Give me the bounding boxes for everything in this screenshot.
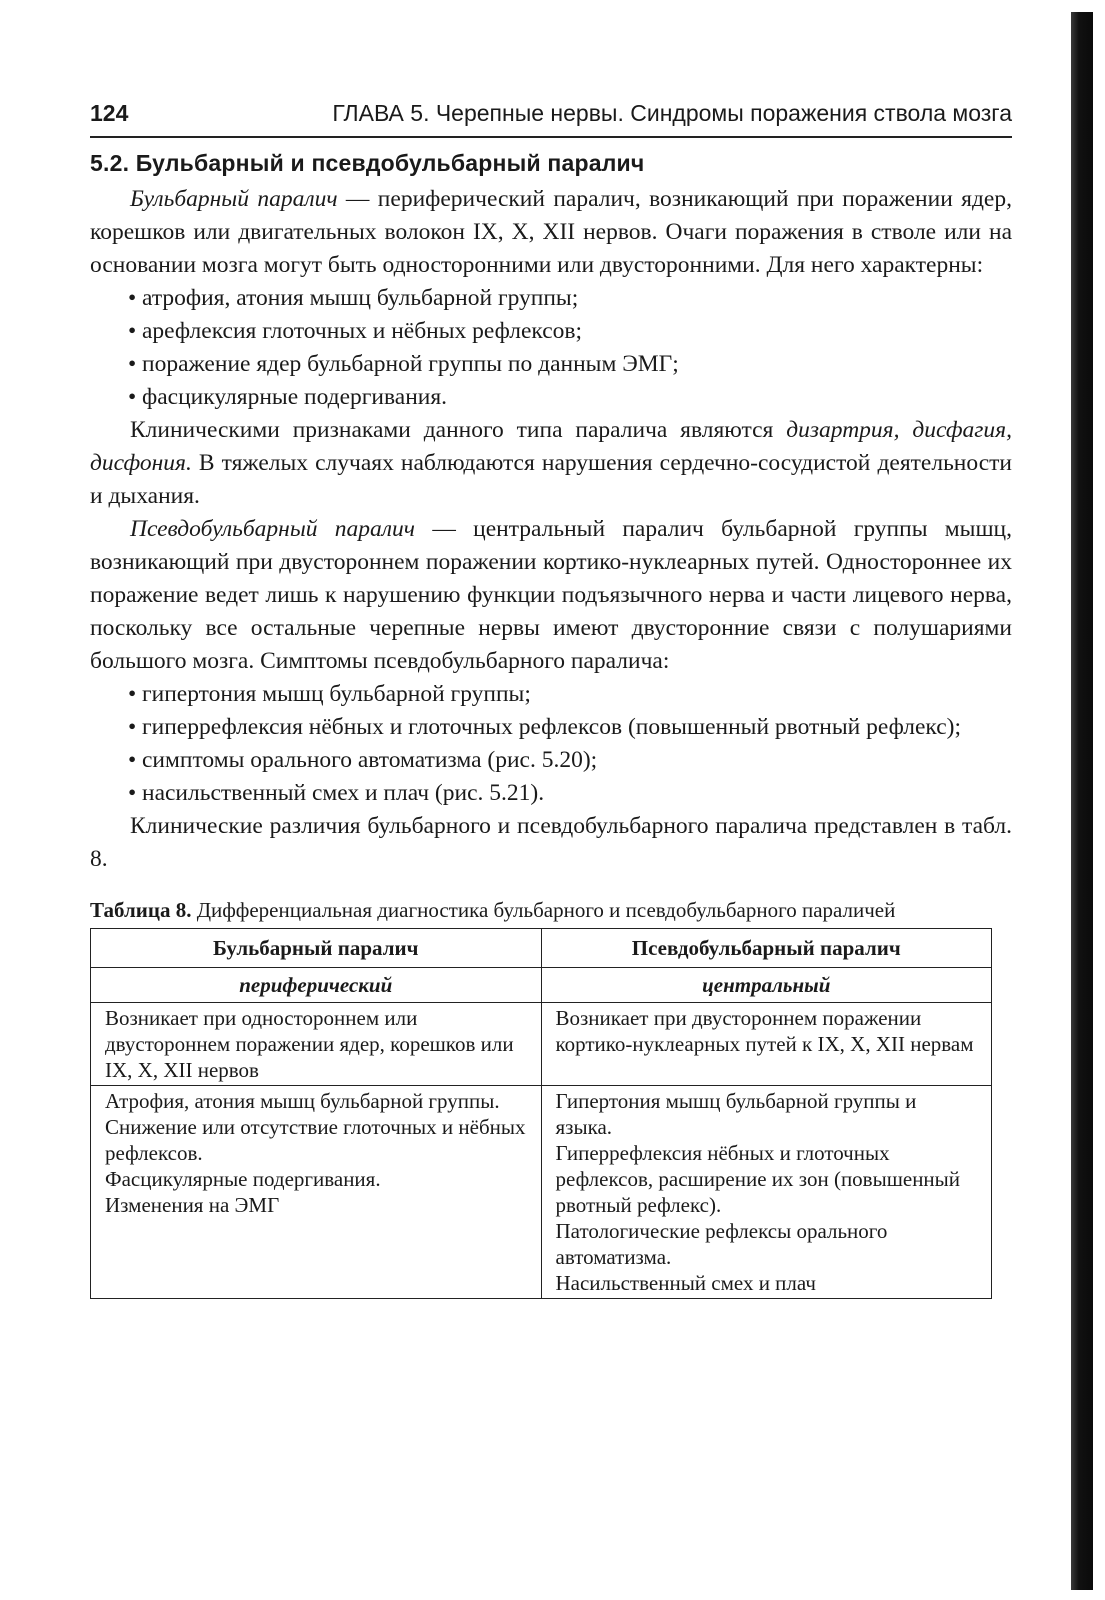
running-head xyxy=(90,100,1012,138)
cell-line: Возникает при одностороннем или двустороннем поражении ядер, корешков или IX, X, XII нервов xyxy=(105,1006,514,1082)
bulbar-definition xyxy=(90,183,1012,282)
table-caption xyxy=(90,896,1012,924)
list-item: • арефлексия глоточных и нёбных рефлексов; xyxy=(128,315,1012,348)
list-item: • насильственный смех и плач (рис. 5.21). xyxy=(128,777,1012,810)
section-title: 5.2. Бульбарный и псевдобульбарный паралич xyxy=(90,150,645,176)
bulbar-clinical-paragraph xyxy=(90,414,1012,513)
table-subheader-peripheral: периферический xyxy=(91,968,542,1003)
pseudobulbar-definition-text: — центральный паралич бульбарной группы мышц, возникающий при двустороннем поражении кортико-нуклеарных путей. Одностороннее их поражение ведет лишь к нарушению функции подъязычного нерва и части лицевого нерва, поскольку все остальные черепные нервы имеют двусторонние связи с полушариями большого мозга. Симптомы псевдобульбарного паралича: xyxy=(90,516,1013,674)
table-header-pseudobulbar: Псевдобульбарный паралич xyxy=(541,929,992,968)
table-caption-label: Таблица 8. xyxy=(90,898,192,922)
list-item: • симптомы орального автоматизма (рис. 5.20); xyxy=(128,744,1012,777)
list-item: • фасцикулярные подергивания. xyxy=(128,381,1012,414)
differential-table xyxy=(90,928,992,1299)
list-item: • гиперрефлексия нёбных и глоточных рефлексов (повышенный рвотный рефлекс); xyxy=(128,711,1012,744)
table-cell xyxy=(91,1086,542,1299)
table-subheader-central: центральный xyxy=(541,968,992,1003)
clinical-intro: Клиническими признаками данного типа паралича являются xyxy=(130,417,787,443)
bulbar-signs-list xyxy=(90,282,1012,414)
list-item: • атрофия, атония мышц бульбарной группы; xyxy=(128,282,1012,315)
cell-line: Фасцикулярные подергивания. xyxy=(105,1167,381,1191)
page-edge-shadow xyxy=(1071,12,1093,1590)
bulbar-term: Бульбарный паралич xyxy=(130,186,338,212)
page-number: 124 xyxy=(90,100,129,126)
clinical-terms: дизартрия, дисфагия, дисфония. xyxy=(90,417,1012,476)
table-cell xyxy=(541,1003,992,1086)
cell-line: Снижение или отсутствие глоточных и нёбных рефлексов. xyxy=(105,1115,526,1165)
table-row xyxy=(91,1003,992,1086)
table-caption-text: Дифференциальная диагностика бульбарного и псевдобульбарного параличей xyxy=(191,898,896,922)
table-cell xyxy=(91,1003,542,1086)
table-header-bulbar: Бульбарный паралич xyxy=(91,929,542,968)
clinical-rest: В тяжелых случаях наблюдаются нарушения сердечно-сосудистой деятельности и дыхания. xyxy=(90,450,1012,509)
cell-line: Атрофия, атония мышц бульбарной группы. xyxy=(105,1089,500,1113)
cell-line: Возникает при двустороннем поражении кортико-нуклеарных путей к IX, X, XII нервам xyxy=(555,1006,974,1056)
list-item: • поражение ядер бульбарной группы по данным ЭМГ; xyxy=(128,348,1012,381)
table-subheader-row xyxy=(91,968,992,1003)
table-cell xyxy=(541,1086,992,1299)
cell-line: Гиперрефлексия нёбных и глоточных рефлексов, расширение их зон (повышенный рвотный рефлекс). xyxy=(555,1141,961,1217)
chapter-title: ГЛАВА 5. Черепные нервы. Синдромы поражения ствола мозга xyxy=(332,100,1012,126)
pseudobulbar-term: Псевдобульбарный паралич xyxy=(130,516,416,542)
closing-paragraph: Клинические различия бульбарного и псевдобульбарного паралича представлен в табл. 8. xyxy=(90,813,1012,872)
cell-line: Насильственный смех и плач xyxy=(555,1271,816,1295)
cell-line: Изменения на ЭМГ xyxy=(105,1193,280,1217)
cell-line: Патологические рефлексы орального автоматизма. xyxy=(555,1219,888,1269)
book-page xyxy=(90,100,1012,1299)
pseudobulbar-definition xyxy=(90,513,1012,678)
cell-line: Гипертония мышц бульбарной группы и языка. xyxy=(555,1089,917,1139)
bulbar-definition-text: — периферический паралич, возникающий при поражении ядер, корешков или двигательных волокон IX, X, XII нервов. Очаги поражения в стволе или на основании мозга могут быть односторонними или двусторонними. Для него характерны: xyxy=(90,186,1012,278)
table-header-row xyxy=(91,929,992,968)
pseudobulbar-symptoms-list xyxy=(90,678,1012,810)
table-row xyxy=(91,1086,992,1299)
list-item: • гипертония мышц бульбарной группы; xyxy=(128,678,1012,711)
